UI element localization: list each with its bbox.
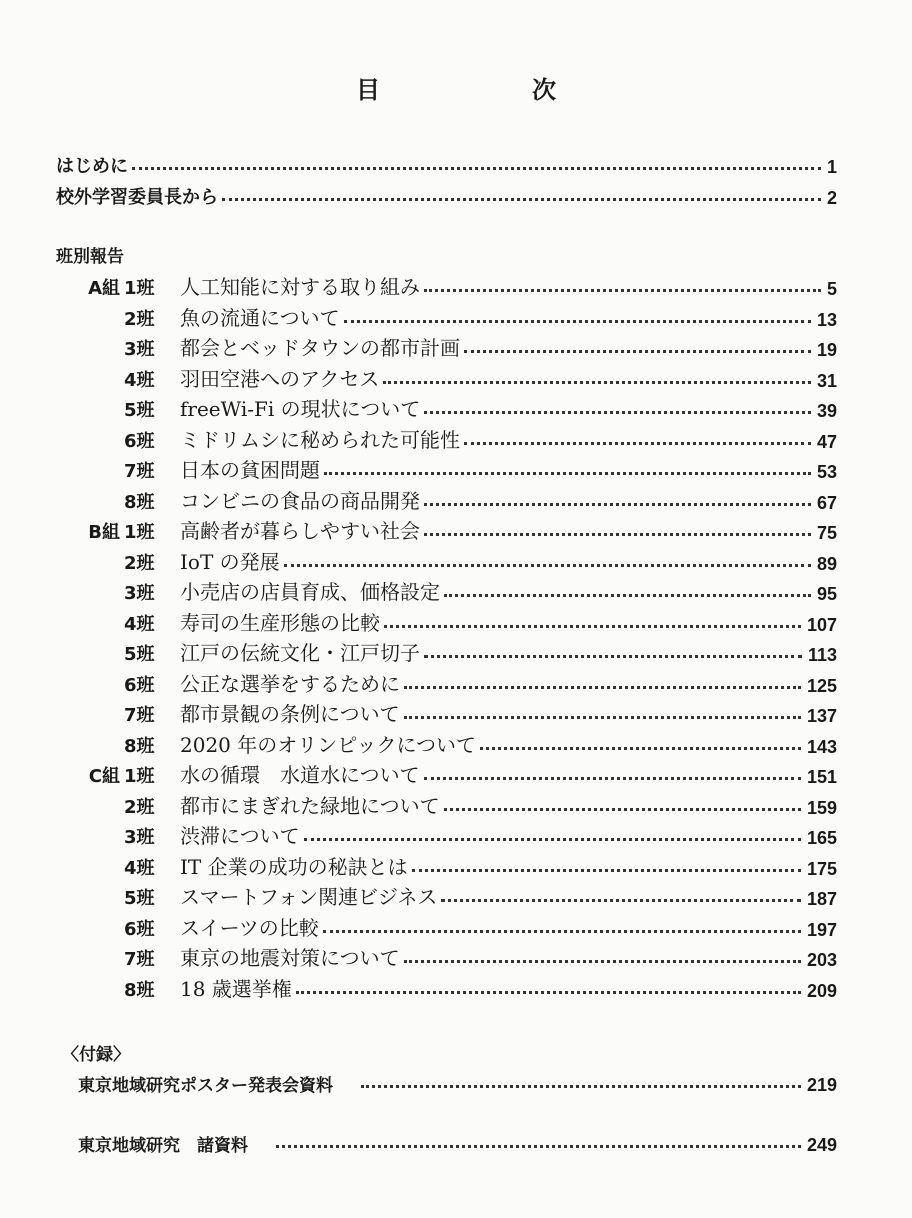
entry-page: 219 (806, 1075, 837, 1095)
entry-page: 19 (816, 340, 837, 360)
report-title: 魚の流通について (180, 306, 340, 330)
team-number-label: 7班 (124, 949, 155, 970)
report-title: 羽田空港へのアクセス (180, 367, 380, 391)
report-title: 18 歳選挙権 (180, 977, 292, 1001)
dot-leader (420, 636, 808, 666)
toc-entry-report (62, 545, 837, 575)
team-number-label: 8班 (124, 980, 155, 1001)
entry-page: 5 (826, 279, 837, 299)
entry-label: はじめに (56, 156, 128, 177)
class-group-label: B組 (88, 522, 120, 543)
team-number-label: 5班 (124, 644, 155, 665)
toc-entry-report (62, 514, 837, 544)
team-number-label: 3班 (124, 583, 155, 604)
team-number-label: 8班 (124, 736, 155, 757)
section-heading-reports: 班別報告 (56, 247, 124, 267)
entry-page: 159 (806, 798, 837, 818)
toc-entry-report (62, 728, 837, 758)
dot-leader (420, 514, 817, 544)
dot-leader (400, 667, 807, 697)
dot-leader (460, 331, 817, 361)
team-number-label: 2班 (124, 309, 155, 330)
team-number-label: 7班 (124, 461, 155, 482)
entry-label: 東京地域研究ポスター発表会資料 (78, 1076, 333, 1096)
report-title: ミドリムシに秘められた可能性 (180, 428, 460, 452)
toc-entry-report (62, 392, 837, 422)
entry-page: 13 (816, 310, 837, 330)
entry-page: 31 (816, 371, 837, 391)
dot-leader (400, 697, 807, 727)
entry-page: 107 (806, 615, 837, 635)
dot-leader (400, 941, 807, 971)
dot-leader (319, 911, 807, 941)
entry-page: 53 (816, 462, 837, 482)
team-number-label: 3班 (124, 827, 155, 848)
dot-leader (408, 850, 807, 880)
toc-entry-committee-chair (56, 179, 837, 209)
toc-entry-appendix (78, 1066, 837, 1096)
report-title: IoT の発展 (180, 550, 280, 574)
toc-entry-report (62, 423, 837, 453)
toc-entry-report (62, 850, 837, 880)
dot-leader (460, 423, 817, 453)
report-title: 渋滞について (180, 824, 300, 848)
report-title: freeWi-Fi の現状について (180, 397, 421, 421)
entry-page: 175 (806, 859, 837, 879)
dot-leader (420, 392, 817, 422)
class-group-label: C組 (88, 766, 120, 787)
entry-page: 125 (806, 676, 837, 696)
entry-page: 137 (806, 706, 837, 726)
team-number-label: 6班 (124, 675, 155, 696)
entry-page: 187 (806, 889, 837, 909)
report-title: 江戸の伝統文化・江戸切子 (180, 641, 420, 665)
toc-entry-report (62, 819, 837, 849)
team-number-label: 1班 (124, 766, 155, 787)
report-title: 公正な選挙をするために (180, 672, 400, 696)
report-title: 東京の地震対策について (180, 946, 400, 970)
toc-entry-report (62, 362, 837, 392)
dot-leader (300, 819, 807, 849)
team-number-label: 1班 (124, 522, 155, 543)
report-title: 高齢者が暮らしやすい社会 (180, 519, 420, 543)
toc-entry-report (62, 301, 837, 331)
team-number-label: 2班 (124, 797, 155, 818)
entry-page: 151 (806, 767, 837, 787)
entry-page: 113 (807, 645, 837, 665)
dot-leader (437, 880, 807, 910)
dot-leader (440, 575, 817, 605)
dot-leader (420, 270, 827, 300)
entry-page: 249 (806, 1135, 837, 1155)
team-number-label: 2班 (124, 553, 155, 574)
team-number-label: 4班 (124, 614, 155, 635)
entry-page: 67 (816, 493, 837, 513)
team-number-label: 7班 (124, 705, 155, 726)
dot-leader (379, 362, 817, 392)
toc-entry-report (62, 270, 837, 300)
report-title: コンビニの食品の商品開発 (180, 489, 420, 513)
report-title: 都市景観の条例について (180, 702, 400, 726)
dot-leader (292, 972, 807, 1002)
report-title: スイーツの比較 (180, 916, 319, 940)
toc-entry-report (62, 575, 837, 605)
entry-page: 89 (816, 554, 837, 574)
team-number-label: 1班 (124, 278, 155, 299)
toc-entry-report (62, 484, 837, 514)
dot-leader (128, 148, 827, 178)
report-title: 都会とベッドタウンの都市計画 (180, 336, 460, 360)
dot-leader (340, 301, 817, 331)
team-number-label: 4班 (124, 370, 155, 391)
toc-entry-report (62, 941, 837, 971)
dot-leader (420, 484, 817, 514)
page-title: 目 次 (356, 76, 620, 104)
team-number-label: 5班 (124, 400, 155, 421)
dot-leader (272, 1126, 807, 1156)
entry-page: 75 (816, 523, 837, 543)
entry-page: 209 (806, 981, 837, 1001)
entry-page: 47 (816, 432, 837, 452)
entry-page: 95 (816, 584, 837, 604)
team-number-label: 8班 (124, 492, 155, 513)
team-number-label: 5班 (124, 888, 155, 909)
toc-entry-report (62, 667, 837, 697)
report-title: 水の循環 水道水について (180, 763, 420, 787)
report-title: 人工知能に対する取り組み (180, 275, 420, 299)
report-title: スマートフォン関連ビジネス (180, 885, 438, 909)
toc-entry-report (62, 636, 837, 666)
team-number-label: 4班 (124, 858, 155, 879)
dot-leader (280, 545, 817, 575)
toc-entry-report (62, 453, 837, 483)
dot-leader (218, 179, 827, 209)
team-number-label: 6班 (124, 919, 155, 940)
toc-entry-report (62, 697, 837, 727)
entry-page: 1 (826, 157, 837, 177)
dot-leader (380, 606, 807, 636)
toc-entry-report (62, 972, 837, 1002)
dot-leader (320, 453, 817, 483)
report-title: 都市にまぎれた緑地について (180, 794, 440, 818)
report-title: 2020 年のオリンピックについて (180, 733, 477, 757)
dot-leader (420, 758, 807, 788)
class-group-label: A組 (88, 278, 120, 299)
toc-entry-report (62, 606, 837, 636)
entry-page: 197 (806, 920, 837, 940)
toc-entry-report (62, 880, 837, 910)
entry-label: 校外学習委員長から (56, 187, 218, 208)
entry-page: 2 (826, 188, 837, 208)
entry-page: 39 (816, 401, 837, 421)
entry-page: 165 (806, 828, 837, 848)
section-heading-appendix: 〈付録〉 (62, 1045, 130, 1065)
team-number-label: 3班 (124, 339, 155, 360)
report-title: 小売店の店員育成、価格設定 (180, 580, 440, 604)
report-title: 寿司の生産形態の比較 (180, 611, 380, 635)
toc-entry-report (62, 331, 837, 361)
toc-entry-report (62, 911, 837, 941)
entry-page: 143 (806, 737, 837, 757)
toc-entry-appendix (78, 1126, 837, 1156)
toc-entry-report (62, 789, 837, 819)
toc-entry-report (62, 758, 837, 788)
dot-leader (476, 728, 807, 758)
report-title: 日本の貧困問題 (180, 458, 320, 482)
team-number-label: 6班 (124, 431, 155, 452)
dot-leader (357, 1066, 807, 1096)
report-title: IT 企業の成功の秘訣とは (180, 855, 408, 879)
dot-leader (440, 789, 807, 819)
entry-label: 東京地域研究 諸資料 (78, 1136, 248, 1156)
entry-page: 203 (806, 950, 837, 970)
toc-entry-introduction (56, 148, 837, 178)
